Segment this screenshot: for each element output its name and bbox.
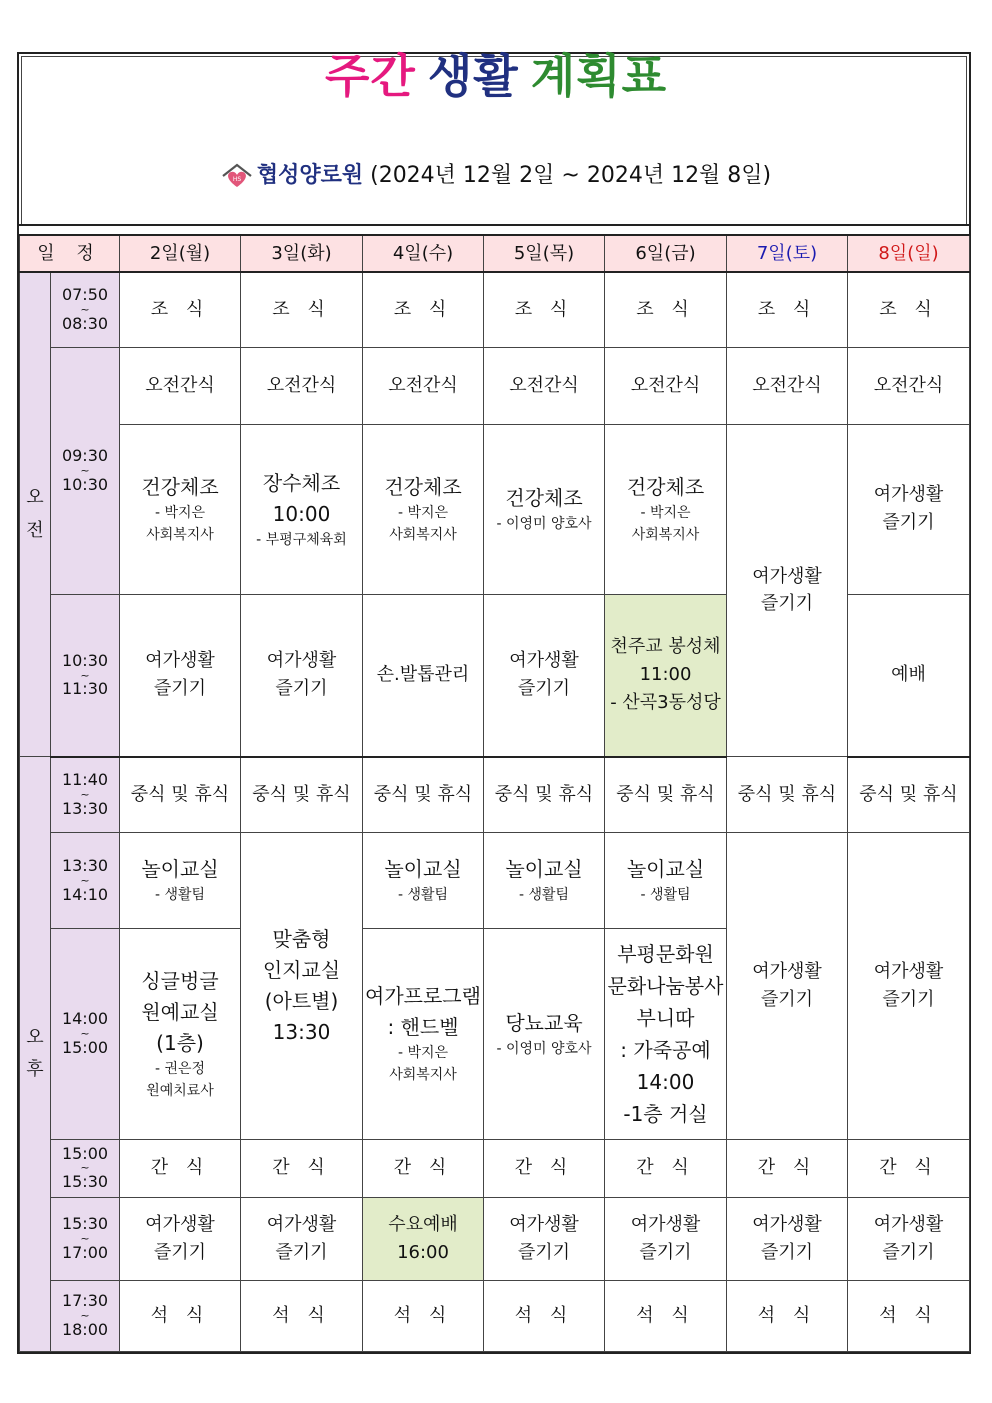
leisure-cell: 여가생활 즐기기 bbox=[605, 1197, 727, 1280]
dinner-cell: 석 식 bbox=[727, 1280, 848, 1351]
snack-cell: 간 식 bbox=[484, 1139, 605, 1197]
snack-cell: 간 식 bbox=[727, 1139, 848, 1197]
dinner-cell: 석 식 bbox=[120, 1280, 241, 1351]
leisure-cell: 여가생활 즐기기 bbox=[727, 833, 848, 1139]
play-class-cell: 놀이교실 - 생활팀 bbox=[120, 833, 241, 929]
house-heart-logo-icon bbox=[221, 163, 253, 189]
am-snack-cell: 오전간식 bbox=[484, 347, 605, 424]
diabetes-education-cell: 당뇨교육 - 이영미 양호사 bbox=[484, 929, 605, 1139]
row-breakfast bbox=[20, 272, 970, 347]
breakfast-cell: 조 식 bbox=[727, 272, 848, 347]
breakfast-cell: 조 식 bbox=[605, 272, 727, 347]
page-title bbox=[0, 40, 992, 106]
lunch-cell: 중식 및 휴식 bbox=[484, 757, 605, 833]
row-play-class bbox=[20, 833, 970, 929]
breakfast-cell: 조 식 bbox=[363, 272, 484, 347]
day-tue: 3일(화) bbox=[241, 235, 363, 272]
play-class-cell: 놀이교실 - 생활팀 bbox=[605, 833, 727, 929]
leisure-cell: 여가생활 즐기기 bbox=[241, 594, 363, 756]
snack-cell: 간 식 bbox=[120, 1139, 241, 1197]
day-wed: 4일(수) bbox=[363, 235, 484, 272]
am-snack-cell: 오전간식 bbox=[363, 347, 484, 424]
row-exercise bbox=[20, 424, 970, 594]
time-slot: 15:30 ~ 17:00 bbox=[51, 1197, 120, 1280]
day-mon: 2일(월) bbox=[120, 235, 241, 272]
leisure-cell: 여가생활 즐기기 bbox=[727, 424, 848, 756]
period-pm: 오후 bbox=[20, 757, 51, 1352]
lunch-cell: 중식 및 휴식 bbox=[848, 757, 970, 833]
wednesday-worship-cell: 수요예배 16:00 bbox=[363, 1197, 484, 1280]
lunch-cell: 중식 및 휴식 bbox=[363, 757, 484, 833]
breakfast-cell: 조 식 bbox=[241, 272, 363, 347]
snack-cell: 간 식 bbox=[605, 1139, 727, 1197]
time-slot: 17:30 ~ 18:00 bbox=[51, 1280, 120, 1351]
dinner-cell: 석 식 bbox=[363, 1280, 484, 1351]
org-name: 협성양로원 bbox=[256, 163, 364, 188]
period-am: 오전 bbox=[20, 272, 51, 757]
schedule-period: (2024년 12월 2일 ~ 2024년 12월 8일) bbox=[370, 163, 772, 188]
day-sun: 8일(일) bbox=[848, 235, 970, 272]
am-snack-cell: 오전간식 bbox=[848, 347, 970, 424]
day-fri: 6일(금) bbox=[605, 235, 727, 272]
svg-text:HS: HS bbox=[232, 176, 242, 183]
dinner-cell: 석 식 bbox=[241, 1280, 363, 1351]
leisure-cell: 여가생활 즐기기 bbox=[727, 1197, 848, 1280]
title-part3: 계획표 bbox=[530, 49, 668, 103]
play-class-cell: 놀이교실 - 생활팀 bbox=[484, 833, 605, 929]
row-lunch bbox=[20, 757, 970, 833]
time-slot: 14:00 ~ 15:00 bbox=[51, 929, 120, 1139]
breakfast-cell: 조 식 bbox=[120, 272, 241, 347]
row-dinner bbox=[20, 1280, 970, 1351]
time-slot: 13:30 ~ 14:10 bbox=[51, 833, 120, 929]
leisure-cell: 여가생활 즐기기 bbox=[120, 1197, 241, 1280]
lunch-cell: 중식 및 휴식 bbox=[727, 757, 848, 833]
leisure-cell: 여가생활 즐기기 bbox=[484, 594, 605, 756]
culture-volunteer-cell: 부평문화원 문화나눔봉사 부니따 : 가죽공예 14:00 -1층 거실 bbox=[605, 929, 727, 1139]
leisure-cell: 여가생활 즐기기 bbox=[848, 1197, 970, 1280]
dinner-cell: 석 식 bbox=[848, 1280, 970, 1351]
lunch-cell: 중식 및 휴식 bbox=[120, 757, 241, 833]
catholic-communion-cell: 천주교 봉성체 11:00 - 산곡3동성당 bbox=[605, 594, 727, 756]
am-snack-cell: 오전간식 bbox=[241, 347, 363, 424]
gardening-class-cell: 싱글벙글 원예교실 (1층) - 권은정 원예치료사 bbox=[120, 929, 241, 1139]
leisure-cell: 여가생활 즐기기 bbox=[484, 1197, 605, 1280]
exercise-cell: 건강체조 - 박지은 사회복지사 bbox=[363, 424, 484, 594]
time-slot: 10:30 ~ 11:30 bbox=[51, 594, 120, 756]
play-class-cell: 놀이교실 - 생활팀 bbox=[363, 833, 484, 929]
handbell-program-cell: 여가프로그램 : 핸드벨 - 박지은 사회복지사 bbox=[363, 929, 484, 1139]
header-row bbox=[20, 235, 970, 272]
day-thu: 5일(목) bbox=[484, 235, 605, 272]
nail-care-cell: 손.발톱관리 bbox=[363, 594, 484, 756]
title-part2: 생활 bbox=[427, 49, 519, 103]
page-subtitle bbox=[0, 158, 992, 189]
lunch-cell: 중식 및 휴식 bbox=[605, 757, 727, 833]
dinner-cell: 석 식 bbox=[484, 1280, 605, 1351]
row-am-snack bbox=[20, 347, 970, 424]
snack-cell: 간 식 bbox=[241, 1139, 363, 1197]
worship-cell: 예배 bbox=[848, 594, 970, 756]
day-sat: 7일(토) bbox=[727, 235, 848, 272]
breakfast-cell: 조 식 bbox=[848, 272, 970, 347]
title-part1: 주간 bbox=[324, 49, 416, 103]
time-slot: 09:30 ~ 10:30 bbox=[51, 347, 120, 594]
row-late-afternoon bbox=[20, 1197, 970, 1280]
leisure-cell: 여가생활 즐기기 bbox=[848, 424, 970, 594]
cognitive-class-cell: 맞춤형 인지교실 (아트별) 13:30 bbox=[241, 833, 363, 1139]
weekly-schedule-table bbox=[19, 234, 970, 1352]
am-snack-cell: 오전간식 bbox=[727, 347, 848, 424]
leisure-cell: 여가생활 즐기기 bbox=[848, 833, 970, 1139]
snack-cell: 간 식 bbox=[848, 1139, 970, 1197]
time-slot: 11:40 ~ 13:30 bbox=[51, 757, 120, 833]
schedule-header: 일 정 bbox=[20, 235, 120, 272]
exercise-cell: 건강체조 - 박지은 사회복지사 bbox=[605, 424, 727, 594]
snack-cell: 간 식 bbox=[363, 1139, 484, 1197]
breakfast-cell: 조 식 bbox=[484, 272, 605, 347]
leisure-cell: 여가생활 즐기기 bbox=[120, 594, 241, 756]
lunch-cell: 중식 및 휴식 bbox=[241, 757, 363, 833]
exercise-cell: 건강체조 - 이영미 양호사 bbox=[484, 424, 605, 594]
exercise-cell: 건강체조 - 박지은 사회복지사 bbox=[120, 424, 241, 594]
dinner-cell: 석 식 bbox=[605, 1280, 727, 1351]
time-slot: 07:50 ~ 08:30 bbox=[51, 272, 120, 347]
time-slot: 15:00 ~ 15:30 bbox=[51, 1139, 120, 1197]
row-pm-snack bbox=[20, 1139, 970, 1197]
longevity-exercise-cell: 장수체조 10:00 - 부평구체육회 bbox=[241, 424, 363, 594]
leisure-cell: 여가생활 즐기기 bbox=[241, 1197, 363, 1280]
am-snack-cell: 오전간식 bbox=[605, 347, 727, 424]
am-snack-cell: 오전간식 bbox=[120, 347, 241, 424]
